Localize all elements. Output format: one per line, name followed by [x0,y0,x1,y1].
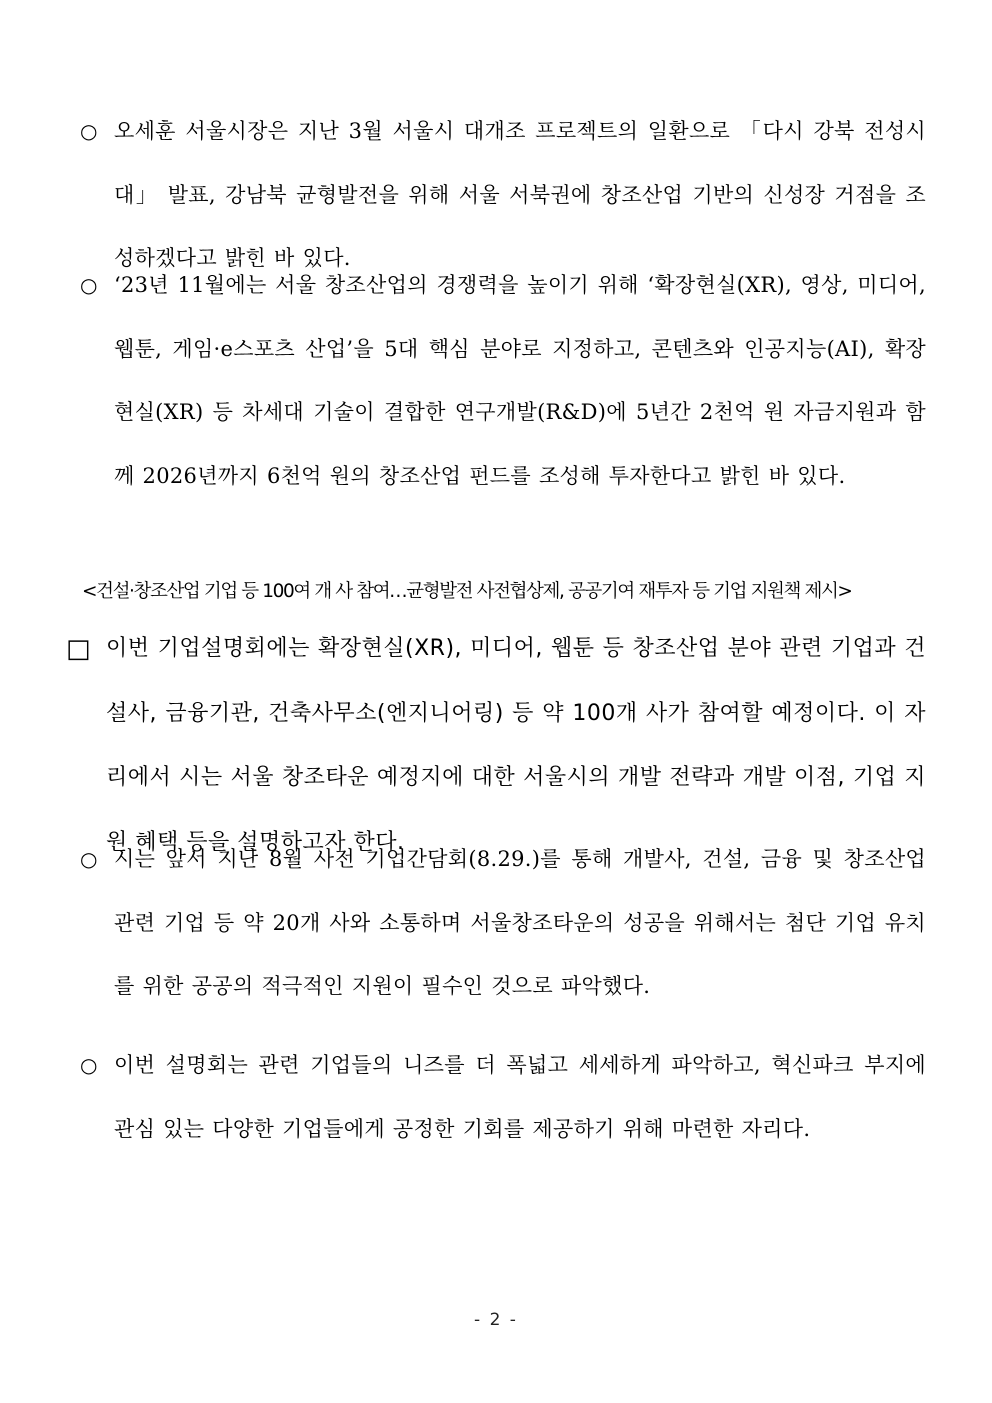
square-bullet: □ [66,634,91,664]
paragraph-text: 시는 앞서 지난 8월 사전 기업간담회(8.29.)를 통해 개발사, 건설, 금융 및 창조산업 관련 기업 등 약 20개 사와 소통하며 서울창조타운의 성공을 위해서는 첨단 기업 유치를 위한 공공의 적극적인 지원이 필수인 것으로 파악했다. [114,847,926,998]
paragraph-text: 이번 설명회는 관련 기업들의 니즈를 더 폭넓고 세세하게 파악하고, 혁신파크 부지에 관심 있는 다양한 기업들에게 공정한 기회를 제공하기 위해 마련한 자리다. [114,1053,926,1141]
paragraph-briefing-purpose [80,1034,926,1161]
paragraph-text: ‘23년 11월에는 서울 창조산업의 경쟁력을 높이기 위해 ‘확장현실(XR), 영상, 미디어, 웹툰, 게임·e스포츠 산업’을 5대 핵심 분야로 지정하고, 콘텐츠와 인공지능(AI), 확장현실(XR) 등 차세대 기술이 결합한 연구개발(R&D)에 5년간 2천억 원 자금지원과 함께 2026년까지 6천억 원의 창조산업 펀드를 조성해 투자한다고 밝힌 바 있다. [114,273,926,488]
section-subheading: <건설·창조산업 기업 등 100여 개 사 참여…균형발전 사전협상제, 공공기여 재투자 등 기업 지원책 제시> [82,581,852,602]
paragraph-prior-meeting [80,828,926,1019]
circle-bullet: ○ [80,847,98,871]
paragraph-creative-industry-plan [80,254,926,508]
circle-bullet: ○ [80,1053,98,1077]
paragraph-text: 이번 기업설명회에는 확장현실(XR), 미디어, 웹툰 등 창조산업 분야 관련 기업과 건설사, 금융기관, 건축사무소(엔지니어링) 등 약 100개 사가 참여할 예정이다. 이 자리에서 시는 서울 창조타운 예정지에 대한 서울시의 개발 전략과 개발 이점, 기업 지원 혜택 등을 설명하고자 한다. [106,636,926,855]
circle-bullet: ○ [80,273,98,297]
circle-bullet: ○ [80,119,98,143]
paragraph-text: 오세훈 서울시장은 지난 3월 서울시 대개조 프로젝트의 일환으로 「다시 강북 전성시대」 발표, 강남북 균형발전을 위해 서울 서북권에 창조산업 기반의 신성장 거점을 조성하겠다고 밝힌 바 있다. [114,119,926,270]
page-number: - 2 - [474,1310,518,1330]
